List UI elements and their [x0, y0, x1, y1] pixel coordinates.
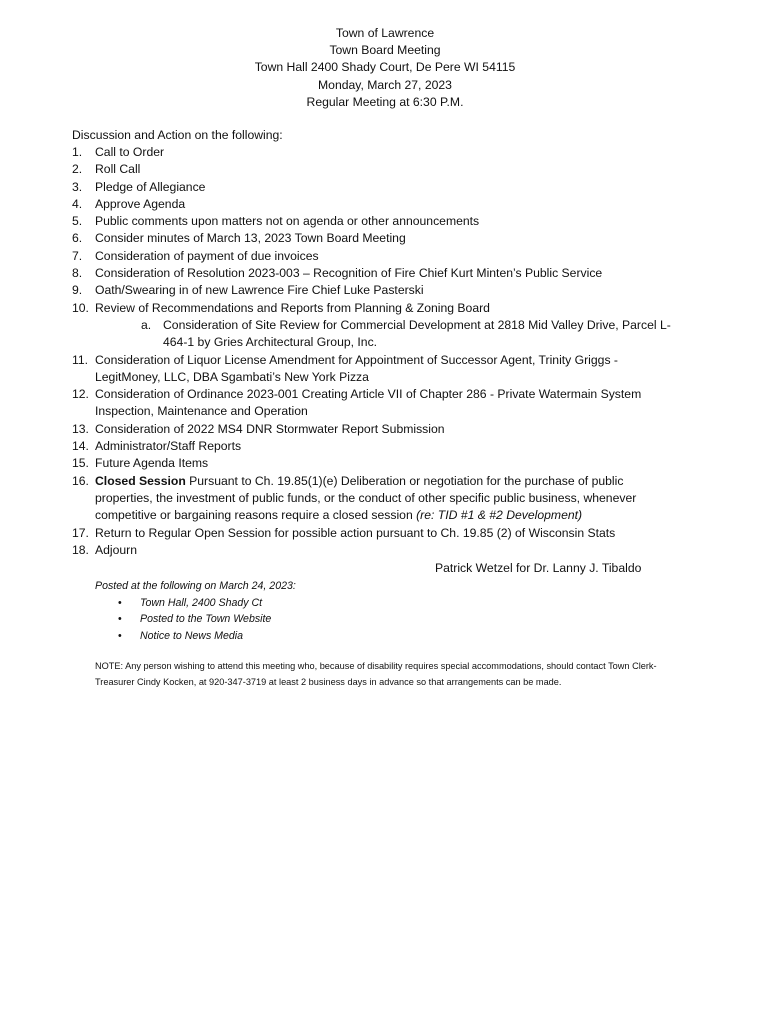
header-time: Regular Meeting at 6:30 P.M.: [306, 94, 464, 109]
agenda-item: [72, 144, 682, 161]
agenda-item: [72, 282, 682, 299]
sub-item-letter: a.: [141, 317, 152, 332]
item-number: 2.: [72, 162, 83, 177]
item-text: Consideration of Liquor License Amendment for Appointment of Successor Agent, Trinity Griggs - LegitMoney, LLC, DBA Sgambati’s New York Pizza: [95, 352, 618, 384]
agenda-item: [72, 421, 682, 438]
agenda-item: [72, 525, 682, 542]
header-date: Monday, March 27, 2023: [318, 77, 452, 92]
item-number: 16.: [72, 473, 89, 488]
agenda-item: [72, 230, 682, 247]
agenda-item: [72, 438, 682, 455]
document-header: [0, 25, 770, 111]
item-text: Review of Recommendations and Reports from Planning & Zoning Board: [95, 300, 490, 315]
item-text: Consideration of 2022 MS4 DNR Stormwater Report Submission: [95, 421, 445, 436]
item-text: Consider minutes of March 13, 2023 Town Board Meeting: [95, 231, 406, 246]
item-text: Public comments upon matters not on agenda or other announcements: [95, 214, 480, 229]
agenda-item: [72, 196, 682, 213]
item-number: 5.: [72, 214, 83, 229]
agenda-intro: Discussion and Action on the following:: [72, 128, 283, 142]
item-text: Adjourn: [95, 542, 138, 557]
item-number: 18.: [72, 542, 89, 557]
agenda-item: [72, 542, 682, 559]
closed-session-label: Closed Session: [95, 473, 186, 488]
item-text: Consideration of Resolution 2023-003 – Recognition of Fire Chief Kurt Minten’s Public Service: [95, 266, 603, 281]
item-text: Pursuant to Ch. 19.85(1)(e) Deliberation or negotiation for the purchase of public properties, the investment of public funds, or the conduct of other specific public business, whenever competitive or bargaining reasons require a closed session: [95, 473, 637, 523]
item-number: 12.: [72, 387, 89, 402]
bullet-icon: •: [118, 629, 122, 642]
item-text: Consideration of payment of due invoices: [95, 248, 319, 263]
agenda-item: [72, 265, 682, 282]
item-text: Oath/Swearing in of new Lawrence Fire Chief Luke Pasterski: [95, 283, 424, 298]
posting-location-text: Posted to the Town Website: [140, 613, 272, 625]
item-number: 13.: [72, 421, 89, 436]
sub-item-text: Consideration of Site Review for Commercial Development at 2818 Mid Valley Drive, Parcel L-464-1 by Gries Architectural Group, Inc.: [163, 317, 671, 350]
posting-notice: [95, 578, 296, 644]
posting-locations: [95, 595, 296, 645]
agenda-item: [72, 248, 682, 265]
agenda-item: [72, 213, 682, 230]
agenda-item: [72, 455, 682, 472]
item-number: 4.: [72, 196, 83, 211]
item-number: 9.: [72, 283, 83, 298]
agenda-item: [72, 386, 682, 421]
posting-location: [118, 611, 296, 628]
header-location: Town Hall 2400 Shady Court, De Pere WI 54115: [254, 60, 516, 75]
item-text: Consideration of Ordinance 2023-001 Creating Article VII of Chapter 286 - Private Watermain System Inspection, Maintenance and Operation: [95, 387, 642, 419]
item-text: Call to Order: [95, 145, 165, 159]
header-town-name: Town of Lawrence: [335, 26, 435, 40]
item-text: Approve Agenda: [95, 196, 186, 211]
posting-location: [118, 595, 296, 612]
item-number: 1.: [72, 145, 83, 159]
item-number: 11.: [72, 352, 89, 367]
item-number: 15.: [72, 456, 89, 471]
accessibility-note: NOTE: Any person wishing to attend this meeting who, because of disability requires special accommodations, should contact Town Clerk-Treasurer Cindy Kocken, at 920-347-3719 at least 2 business days in advance so that arrangements can be made.: [95, 661, 657, 687]
item-text: Administrator/Staff Reports: [95, 439, 242, 454]
item-text: Future Agenda Items: [95, 456, 209, 471]
closed-session-note: (re: TID #1 & #2 Development): [416, 508, 583, 523]
posting-location-text: Town Hall, 2400 Shady Ct: [140, 596, 263, 609]
item-text: Pledge of Allegiance: [95, 179, 206, 194]
agenda-item: [72, 352, 682, 387]
bullet-icon: •: [118, 596, 122, 609]
agenda-item: [72, 300, 682, 352]
header-meeting-type: Town Board Meeting: [329, 43, 441, 58]
agenda-item-closed-session: [72, 473, 682, 525]
agenda-item: [72, 179, 682, 196]
sub-item-list: [95, 317, 682, 352]
item-number: 3.: [72, 179, 83, 194]
bullet-icon: •: [118, 613, 122, 625]
agenda-list: [72, 144, 682, 559]
item-number: 10.: [72, 300, 89, 315]
item-number: 17.: [72, 525, 89, 540]
posting-location: [118, 628, 296, 645]
item-text: Roll Call: [95, 162, 141, 177]
item-number: 7.: [72, 248, 83, 263]
item-text: Return to Regular Open Session for possible action pursuant to Ch. 19.85 (2) of Wisconsin Stats: [95, 525, 616, 540]
posting-heading: Posted at the following on March 24, 2023:: [95, 580, 296, 592]
item-number: 8.: [72, 266, 83, 281]
signature-line: Patrick Wetzel for Dr. Lanny J. Tibaldo: [435, 561, 642, 575]
agenda-item: [72, 161, 682, 178]
sub-item: [95, 317, 682, 352]
posting-location-text: Notice to News Media: [140, 629, 244, 642]
item-number: 6.: [72, 231, 83, 246]
item-number: 14.: [72, 439, 89, 454]
